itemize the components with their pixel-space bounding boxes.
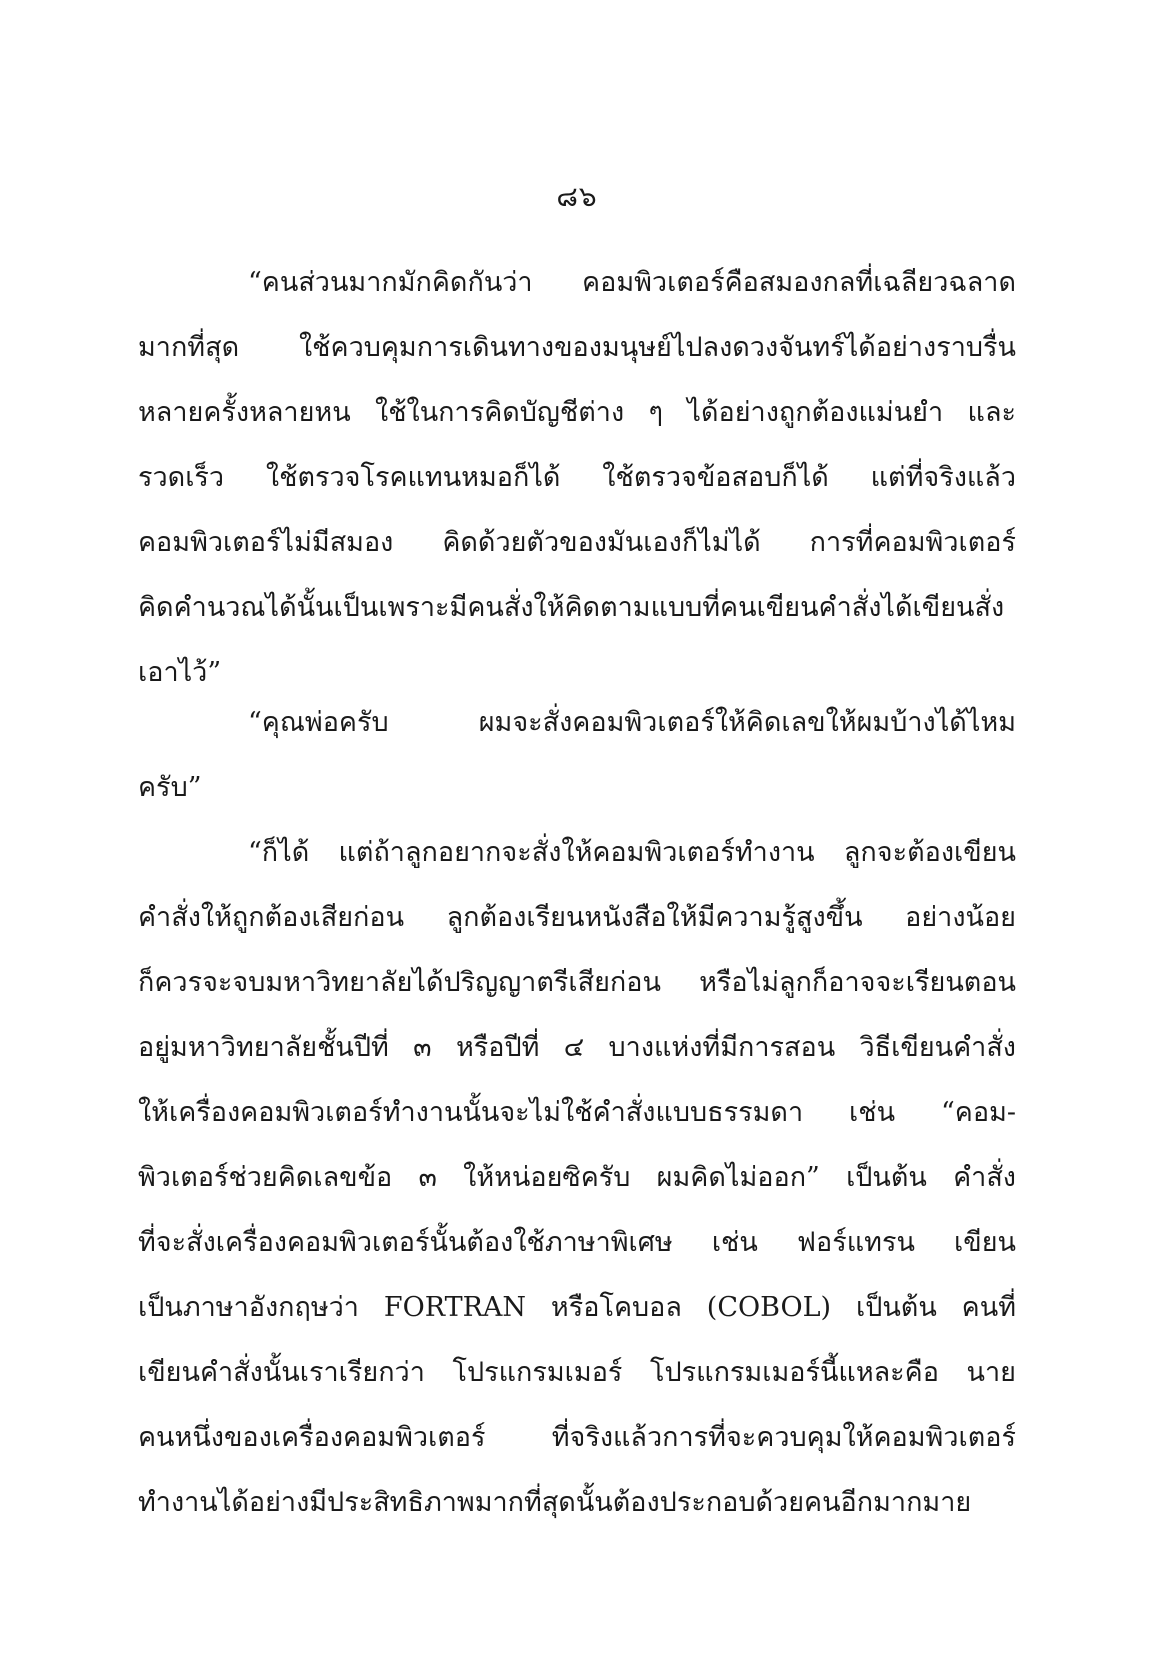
text-line: เอาไว้” <box>138 657 222 688</box>
text-line: คิดคำนวณได้นั้นเป็นเพราะมีคนสั่งให้คิดตามแบบที่คนเขียนคำสั่งได้เขียนสั่ง <box>138 592 1005 623</box>
text-line: รวดเร็ว ใช้ตรวจโรคแทนหมอก็ได้ ใช้ตรวจข้อสอบก็ได้ แต่ที่จริงแล้ว <box>138 462 1016 493</box>
text-line: “ก็ได้ แต่ถ้าลูกอยากจะสั่งให้คอมพิวเตอร์ทำงาน ลูกจะต้องเขียน <box>248 837 1016 868</box>
text-line: คอมพิวเตอร์ไม่มีสมอง คิดด้วยตัวของมันเองก็ไม่ได้ การที่คอมพิวเตอร์ <box>138 527 1016 558</box>
text-line: หลายครั้งหลายหน ใช้ในการคิดบัญชีต่าง ๆ ได้อย่างถูกต้องแม่นยำ และ <box>138 397 1016 428</box>
paragraph-2 <box>138 690 1016 820</box>
text-line: เป็นภาษาอังกฤษว่า FORTRAN หรือโคบอล (COBOL) เป็นต้น คนที่ <box>138 1292 1016 1323</box>
text-line: “คุณพ่อครับ ผมจะสั่งคอมพิวเตอร์ให้คิดเลขให้ผมบ้างได้ไหม <box>248 707 1016 738</box>
text-line: “คนส่วนมากมักคิดกันว่า คอมพิวเตอร์คือสมองกลที่เฉลียวฉลาด <box>248 267 1016 298</box>
text-line: พิวเตอร์ช่วยคิดเลขข้อ ๓ ให้หน่อยซิครับ ผมคิดไม่ออก” เป็นต้น คำสั่ง <box>138 1162 1016 1193</box>
text-line: ที่จะสั่งเครื่องคอมพิวเตอร์นั้นต้องใช้ภาษาพิเศษ เช่น ฟอร์แทรน เขียน <box>138 1227 1016 1258</box>
text-line: คนหนึ่งของเครื่องคอมพิวเตอร์ ที่จริงแล้วการที่จะควบคุมให้คอมพิวเตอร์ <box>138 1422 1016 1453</box>
text-line: ก็ควรจะจบมหาวิทยาลัยได้ปริญญาตรีเสียก่อน หรือไม่ลูกก็อาจจะเรียนตอน <box>138 967 1016 998</box>
text-line: มากที่สุด ใช้ควบคุมการเดินทางของมนุษย์ไปลงดวงจันทร์ได้อย่างราบรื่น <box>138 332 1016 363</box>
text-line: เขียนคำสั่งนั้นเราเรียกว่า โปรแกรมเมอร์ โปรแกรมเมอร์นี้แหละคือ นาย <box>138 1357 1016 1388</box>
text-line: ให้เครื่องคอมพิวเตอร์ทำงานนั้นจะไม่ใช้คำสั่งแบบธรรมดา เช่น “คอม- <box>138 1097 1016 1128</box>
text-line: ทำงานได้อย่างมีประสิทธิภาพมากที่สุดนั้นต้องประกอบด้วยคนอีกมากมาย <box>138 1487 972 1518</box>
paragraph-1 <box>138 250 1016 705</box>
text-line: ครับ” <box>138 772 202 803</box>
paragraph-3 <box>138 820 1016 1535</box>
text-line: อยู่มหาวิทยาลัยชั้นปีที่ ๓ หรือปีที่ ๔ บางแห่งที่มีการสอน วิธีเขียนคำสั่ง <box>138 1032 1016 1063</box>
text-line: คำสั่งให้ถูกต้องเสียก่อน ลูกต้องเรียนหนังสือให้มีความรู้สูงขึ้น อย่างน้อย <box>138 902 1016 933</box>
page-number: ๘๖ <box>556 180 598 213</box>
